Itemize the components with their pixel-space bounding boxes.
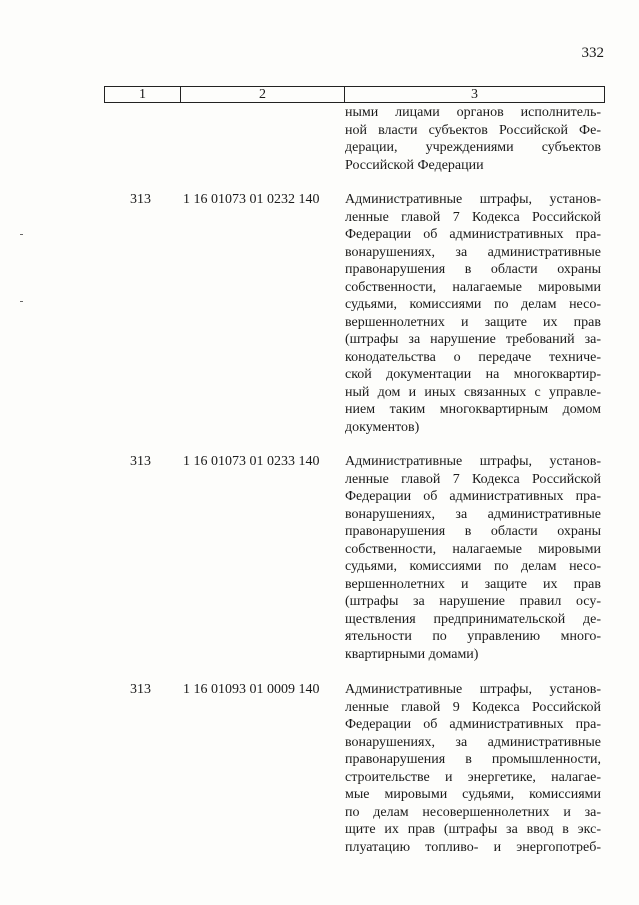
description-line: ской документации на многоквартир- (345, 367, 601, 382)
description-line: нием таким многоквартирным домом (345, 402, 601, 417)
scan-mark (20, 234, 23, 235)
description-line: документов) (345, 419, 420, 435)
description-line: Федерации об административных пра- (345, 227, 601, 242)
description-line: ной власти субъектов Российской Фе- (345, 122, 601, 138)
description-line: вонарушениях, за административные (345, 734, 601, 750)
description-line: строительстве и энергетике, налагае- (345, 769, 601, 785)
description-line: судьями, комиссиями по делам несо- (345, 559, 601, 574)
scan-mark (20, 301, 23, 302)
description-line: правонарушения в промышленности, (345, 752, 601, 767)
column-header-3: 3 (345, 87, 605, 103)
budget-classification-code: 1 16 01093 01 0009 140 (183, 682, 320, 697)
description-line: ленные главой 9 Кодекса Российской (345, 699, 601, 715)
description-line: судьями, комиссиями по делам несо- (345, 297, 601, 312)
page-number: 332 (581, 45, 604, 61)
admin-code: 313 (130, 682, 151, 697)
description-line: Федерации об административных пра- (345, 717, 601, 732)
description-line: вонарушениях, за административные (345, 506, 601, 522)
description-line: вонарушениях, за административные (345, 244, 601, 260)
revenue-description (345, 453, 601, 663)
description-line: Административные штрафы, установ- (345, 682, 601, 697)
continuation-description (345, 104, 601, 174)
admin-code: 313 (130, 192, 151, 207)
revenue-description (345, 191, 601, 436)
description-line: мые мировыми судьями, комиссиями (345, 787, 601, 802)
revenue-description (345, 681, 601, 856)
description-line: собственности, налагаемые мировыми (345, 279, 601, 295)
description-line: (штрафы за нарушение требований за- (345, 332, 601, 347)
description-line: ществления предпринимательской де- (345, 611, 601, 627)
budget-classification-code: 1 16 01073 01 0233 140 (183, 454, 320, 469)
description-line: ный дом и иных связанных с управле- (345, 384, 601, 400)
description-line: щите их прав (штрафы за ввод в экс- (345, 822, 601, 837)
description-line: по делам несовершеннолетних и за- (345, 804, 601, 820)
column-header-1: 1 (105, 87, 181, 103)
description-line: ными лицами органов исполнитель- (345, 105, 601, 120)
column-header-table (104, 86, 605, 103)
column-header-2: 2 (181, 87, 345, 103)
description-line: конодательства о передаче техниче- (345, 349, 601, 365)
description-line: вершеннолетних и защите их прав (345, 314, 601, 330)
description-line: плуатацию топливо- и энергопотреб- (345, 839, 601, 855)
description-line: ленные главой 7 Кодекса Российской (345, 209, 601, 225)
description-line: Административные штрафы, установ- (345, 454, 601, 469)
description-line: ятельности по управлению много- (345, 629, 601, 644)
description-line: правонарушения в области охраны (345, 524, 601, 539)
description-line: дерации, учреждениями субъектов (345, 140, 601, 155)
description-line: Административные штрафы, установ- (345, 192, 601, 207)
description-line: вершеннолетних и защите их прав (345, 576, 601, 592)
description-line: квартирными домами) (345, 646, 479, 662)
description-line: ленные главой 7 Кодекса Российской (345, 471, 601, 487)
admin-code: 313 (130, 454, 151, 469)
description-line: собственности, налагаемые мировыми (345, 541, 601, 557)
description-line: Российской Федерации (345, 157, 484, 173)
budget-classification-code: 1 16 01073 01 0232 140 (183, 192, 320, 207)
description-line: Федерации об административных пра- (345, 489, 601, 504)
description-line: правонарушения в области охраны (345, 262, 601, 277)
description-line: (штрафы за нарушение правил осу- (345, 594, 601, 609)
